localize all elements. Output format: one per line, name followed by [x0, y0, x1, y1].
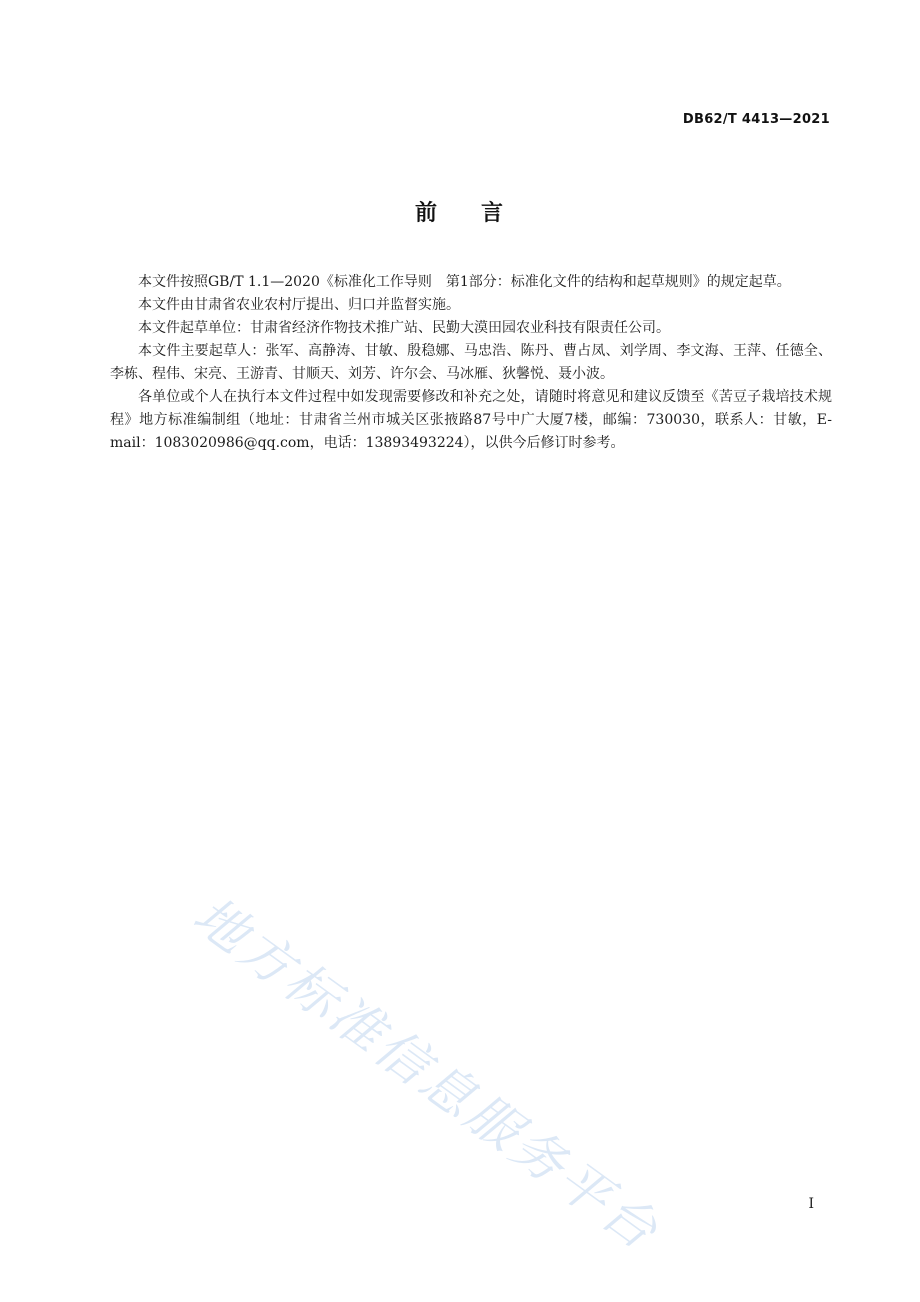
title-char-1: 前: [414, 201, 439, 226]
paragraph-drafters: 本文件主要起草人：张军、高静涛、甘敏、殷稳娜、马忠浩、陈丹、曹占凤、刘学周、李文海、王萍、任德全、李栋、程伟、宋亮、王游青、甘顺天、刘芳、许尔会、马冰雁、狄馨悦、聂小波。: [110, 343, 832, 382]
paragraph-drafting-basis: 本文件按照GB/T 1.1—2020《标准化工作导则 第1部分：标准化文件的结构和起草规则》的规定起草。: [138, 274, 791, 290]
page-number: I: [808, 1196, 814, 1212]
document-code: DB62/T 4413—2021: [682, 112, 830, 127]
watermark: 地方标准信息服务平台: [182, 885, 671, 1264]
page-title: [0, 196, 920, 227]
paragraph-proposer: 本文件由甘肃省农业农村厅提出、归口并监督实施。: [138, 297, 460, 313]
foreword-body: [110, 271, 832, 455]
paragraph-drafting-units: 本文件起草单位：甘肃省经济作物技术推广站、民勤大漠田园农业科技有限责任公司。: [138, 320, 670, 336]
paragraph-feedback: 各单位或个人在执行本文件过程中如发现需要修改和补充之处，请随时将意见和建议反馈至《苦豆子栽培技术规程》地方标准编制组（地址：甘肃省兰州市城关区张掖路87号中广大厦7楼，邮编：730030，联系人：甘敏，E-mail：1083020986@qq.com，电话：13893493224），以供今后修订时参考。: [110, 389, 832, 451]
title-char-2: 言: [481, 201, 506, 226]
